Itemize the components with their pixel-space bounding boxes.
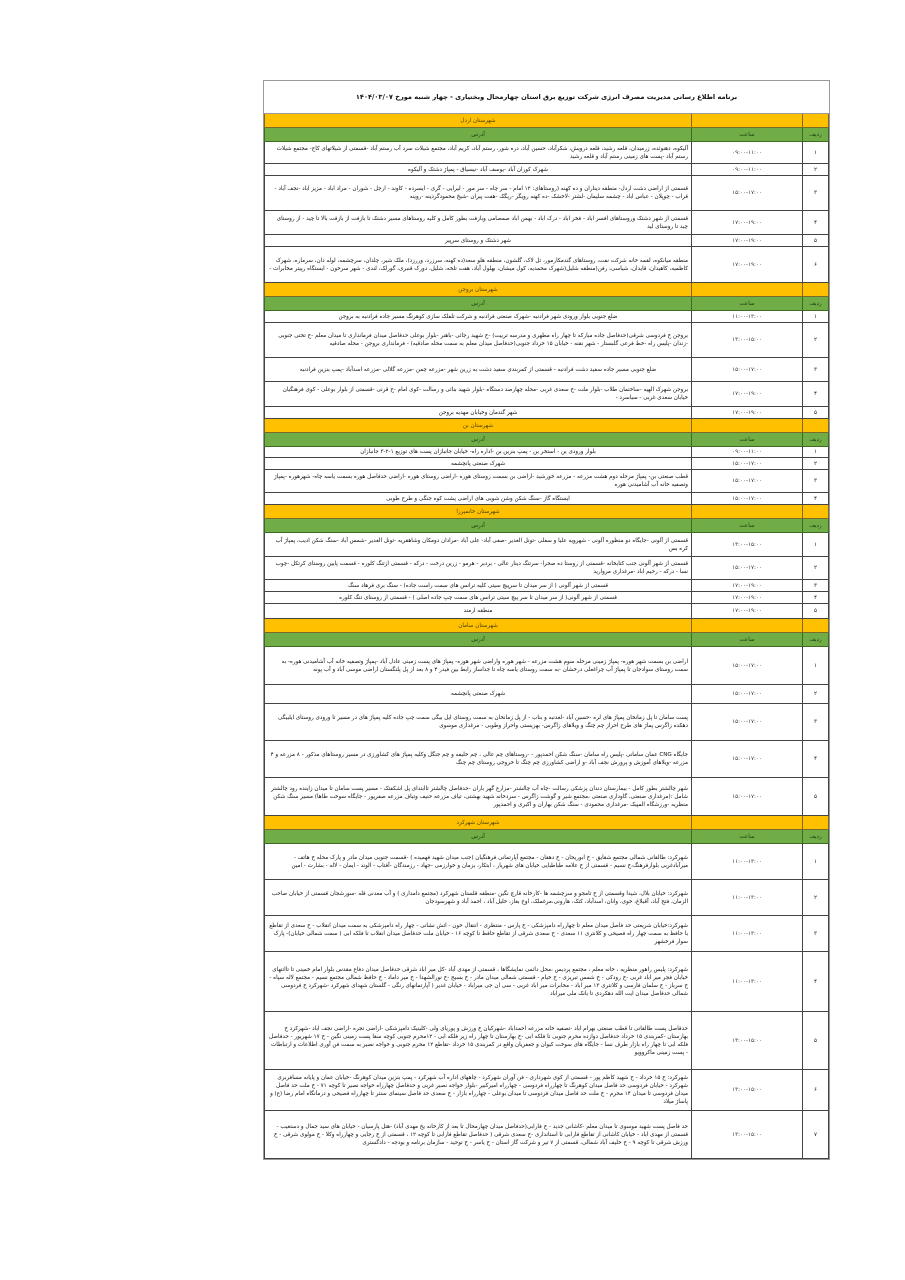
outage-address: بلوار ورودی بن - استخر بن - پمپ بنزین بن -اداره راه- خیابان جانبازان پست های توزیع ۱-۲-۳ جانبازان	[265, 447, 692, 458]
row-number: ۵	[803, 778, 829, 816]
outage-time: ۱۷:۰۰-۱۹:۰۰	[692, 407, 803, 419]
outage-address: ضلع جنوبی بلوار ورودی شهر فرادنبه -شهرک صنعتی فرادنبه و شرکت تلفلک سازی کوهرنگ مسیر جاده فرادنبه به بروجن	[265, 311, 692, 323]
outage-time: ۱۷:۰۰-۱۹:۰۰	[692, 211, 803, 235]
county-header-row	[265, 619, 829, 633]
table-row	[265, 647, 829, 685]
county-time-cell	[692, 505, 803, 519]
outage-address: شهرکرد: خیابان بلال، شیدا وقسمتی از خ تامجو و سرچشمه ها -کارخانه قارچ نگین -منطقه قلستان شهرکرد (مجتمع دامداری ) و آب معدنی قله -سورشجان قسمتی از خیابان صاحب الزمان، فتح آباد، آقبلاغ، خوی، وانان، اسدآباد، کتک، هارونی،مرغملک، اوج بغاز، خلیل آباد ، احمد آباد و شهرسودجان	[265, 880, 692, 916]
table-row	[265, 1012, 829, 1070]
outage-address: قسمتی از شهر آلونی ( از سر میدان تا سرپیچ سیتی کلیه ترانس های سمت راست جاده) - سنگ بری فرهاد سنگ	[265, 580, 692, 592]
column-header-row-number: ردیف	[803, 519, 829, 533]
outage-address: شهر چالشتر بطور کامل - بیمارستان دندان پزشکی رسالت -چاه آب چالشتر -مزارع گهر باران -حدفاصل چالشتر تاابتدای پل اشکفتک - مسیر پست سامان تا میدان زاینده رود چالشتر شامل :(مرغداری صنعتی، گاوداری صنعتی ،مجتمع شیر و گوشت زاگرس - سردخانه شهید بهشتی، تیاف مزرعه حنیف وتیاف مزرعه صفرپور - جایگاه سوخت طاها) مسیر سنگ شکن منظریه -ورزشگاه المپیک -مرغداری محمودی - سنگ شکن بهاران و اکبری و احمدپور	[265, 778, 692, 816]
column-header-row-number: ردیف	[803, 128, 829, 142]
table-row	[265, 1111, 829, 1159]
row-number: ۴	[803, 741, 829, 778]
row-number: ۵	[803, 1012, 829, 1070]
column-header-row-number: ردیف	[803, 830, 829, 844]
column-header-time: ساعت	[692, 433, 803, 447]
row-number: ۱	[803, 844, 829, 880]
column-header-time: ساعت	[692, 519, 803, 533]
outage-address: شهرکرد: طالقانی شمالی مجتمع شقایق - خ ابوریحان - خ دهقان - مجتمع آپارتمانی فرهنگیان (جنب میدان شهید فهمیده ) -قسمت جنوبی میدان مادر و پارک محله خ هاتف - میرآبادغربی بلوارفرهنگ،خ نسیم - قسمتی از خ علامه طباطبایی خیابان های شهریار ، ابتکار، بزمان و خوارزمی -جهاد - رزمندگان -آفتاب - الوند - ایمان - لاله - بشارت - امین	[265, 844, 692, 880]
outage-address: جایگاه CNG عمان سامانی -پلیس راه سامان -سنگ شکن احمدپور - -روستاهای چم عالی ، چم خلیفه و چم جنگل وکلیه پمپاژ های کشاورزی در مسیر روستاهای مذکور - ۸ مزرعه و ۴ مزرعه -ویلاهای آموزش و پرورش نجف آباد -و اراضی کشاورزی چم چنگ تا خروجی روستای چم چنگ	[265, 741, 692, 778]
outage-address: منطقه میانکوه، لقمه خانه شرکت نفت، روستاهای گندمکارمور، تل لاک، گلشون، منطقه هلو سعد(ده کهنه، سرزرد، وررزد)، ملک شیر، چلدان، سرچشمه، لوله دان، سرماره، شهرک کاظمیه، کاهیدان، قایدان، شیاسی، رفن(منطقه شلیل(شهرک محمدیه، کول میشان، بهلول آباد، هفت تلخه، شلیل، دورک قنبری، گورلک، لندی - شهر سرخون - ایستگاه رپیتر مخابرات -	[265, 247, 692, 283]
outage-address: شهر گندمان وخیابان مهدیه بروجن	[265, 407, 692, 419]
column-header-address: آدرس	[265, 633, 692, 647]
county-num-cell	[803, 114, 829, 128]
outage-address: شهرک کوران آباد -یوسف آباد -نیسیاق - پمپاژ دشتک و آلیکوه	[265, 164, 692, 176]
outage-time: ۱۷:۰۰-۱۹:۰۰	[692, 382, 803, 407]
county-header-row	[265, 505, 829, 519]
county-time-cell	[692, 283, 803, 297]
county-header-row	[265, 283, 829, 297]
outage-address: شهرک صنعتی پانچشمه	[265, 685, 692, 704]
row-number: ۴	[803, 493, 829, 505]
row-number: ۱	[803, 533, 829, 557]
row-number: ۲	[803, 458, 829, 470]
county-num-cell	[803, 619, 829, 633]
column-header-address: آدرس	[265, 128, 692, 142]
row-number: ۲	[803, 164, 829, 176]
outage-time: ۱۵:۰۰-۱۷:۰۰	[692, 176, 803, 211]
document-title: برنامه اطلاع رسانی مدیریت مصرف انرژی شرکت توزیع برق استان چهارمحال وبختیاری - چهار شنبه مورخ ۱۴۰۴/۰۳/۰۷	[265, 81, 829, 114]
table-row	[265, 382, 829, 407]
outage-time: ۱۳:۰۰-۱۵:۰۰	[692, 1111, 803, 1159]
county-name: شهرستان خانمیرزا	[265, 505, 692, 519]
schedule-table	[264, 81, 829, 1159]
outage-time: ۰۹:۰۰-۱۱:۰۰	[692, 142, 803, 164]
table-row	[265, 704, 829, 741]
outage-address: ایستگاه گاز -سنگ شکن وشن شویی های اراضی پشت کوه جنگی و طرح طوبی	[265, 493, 692, 505]
outage-time: ۱۳:۰۰-۱۵:۰۰	[692, 533, 803, 557]
outage-address: بروجن خ فردوسی شرقی(حدفاصل جاده مبارکه تا چهار راه مطهری و مدرسه تربیت) -خ شهید رجائی -باهنر -بلوار بوعلی حدفاصل میدان فرمانداری تا میدان معلم -خ تختی جنوبی -زندان -پلیس راه -خط فرعی گلبستار - شهر نقنه - خیابان ۱۵ خرداد جنوبی(حدفاصل میدان معلم به سمت محله صادقیه) - فرمانداری بروجن - محله صادقیه	[265, 323, 692, 358]
row-number: ۴	[803, 382, 829, 407]
table-row	[265, 592, 829, 604]
title-row	[265, 81, 829, 114]
row-number: ۳	[803, 916, 829, 952]
table-row	[265, 580, 829, 592]
outage-time: ۱۳:۰۰-۱۵:۰۰	[692, 1012, 803, 1070]
outage-time: ۱۵:۰۰-۱۷:۰۰	[692, 358, 803, 382]
row-number: ۳	[803, 176, 829, 211]
column-header-row-number: ردیف	[803, 633, 829, 647]
column-header-address: آدرس	[265, 433, 692, 447]
outage-time: ۱۱:۰۰-۱۳:۰۰	[692, 880, 803, 916]
table-row	[265, 311, 829, 323]
outage-address: شهرک صنعتی پانچشمه	[265, 458, 692, 470]
row-number: ۴	[803, 592, 829, 604]
county-name: شهرستان سامان	[265, 619, 692, 633]
county-name: شهرستان بن	[265, 419, 692, 433]
column-header-time: ساعت	[692, 128, 803, 142]
outage-time: ۱۳:۰۰-۱۵:۰۰	[692, 1070, 803, 1111]
row-number: ۱	[803, 142, 829, 164]
table-row	[265, 604, 829, 619]
row-number: ۲	[803, 880, 829, 916]
row-number: ۶	[803, 247, 829, 283]
outage-address: آلیکوه، دهنوئده، زرمیدان، قلعه رشید، قلعه درویش، شکرآباد، حسین آباد، دره شور، رستم آباد، کریم آباد، مجتمع شیلات سرد آب رستم آباد -قسمتی از شیلاتهای کاج- مجتمع شیلات رستم آباد -پست های زمینی رستم آباد و قلعه رشید	[265, 142, 692, 164]
table-row	[265, 685, 829, 704]
outage-time: ۰۹:۰۰-۱۱:۰۰	[692, 164, 803, 176]
row-number: ۷	[803, 1111, 829, 1159]
outage-address: شهرکرد: پلیس راهور منظریه ، خانه معلم ، مجتمع پردیس ،محل دائمی نمایشگاها ، قسمتی از مهدی آباد -کل میر اباد شرقی حدفاصل میدان دفاع مقدس بلوار امام خمینی تا تاانتهای خیابان فجر میر اباد غربی -خ رودکی - خ شمس تبریزی - خ خیام - قسمتی شمالی میدان مادر - خ بسیج -خ نورالشهدا - خ میر داماد - خ حافظ شمالی مجتمع نسیم - مجتمع لاله سپاه - خ سرباز - خ سلمان فارسی و کلانتری ۱۳ میر اباد - مخابرات میر اباد غربی - سی ان جی میراباد - خیابان غدیر ( آپارتمانهای رنگی - گلستان شهدای شهرکرد -شهرکرد خ فردوسی شمالی حدفاصل میدان ایت الله دهکردی تا بانک ملی میراباد	[265, 952, 692, 1012]
table-row	[265, 844, 829, 880]
table-row	[265, 493, 829, 505]
column-header-row-number: ردیف	[803, 297, 829, 311]
table-row	[265, 447, 829, 458]
county-num-cell	[803, 816, 829, 830]
outage-schedule-sheet	[263, 80, 830, 1160]
outage-time: ۱۵:۰۰-۱۷:۰۰	[692, 741, 803, 778]
outage-address: بروجن شهرک الهیه -ساختمان طلاب -بلوار ملت -خ سعدی غربی -محله چهارصد دستگاه -بلوار شهید بنائی و رسالت -کوی امام -خ قرنی -قسمتی از بلوار بوعلی - کوی فرهنگیان خیابان سعدی غربی - سیاسرد -	[265, 382, 692, 407]
outage-address: قسمتی از شهر آلونی( از سر میدان تا سر پیچ سیتی ترانس های سمت چپ جاده اصلی ) - قسمتی از روستای تنگ کلوره	[265, 592, 692, 604]
outage-time: ۱۵:۰۰-۱۷:۰۰	[692, 458, 803, 470]
outage-address: منطقه ارمند	[265, 604, 692, 619]
column-header-row	[265, 519, 829, 533]
outage-time: ۱۳:۰۰-۱۵:۰۰	[692, 323, 803, 358]
column-header-time: ساعت	[692, 830, 803, 844]
outage-address: پست سامان تا پل زمانخان پمپاژ های لره -حسین آباد -لغدنبه و بناب - از پل زمانخان به سمت روستای ایل بیگی سمت چپ جاده کلیه پمپاژ های در مسیر تا ورودی روستای ایلبیگی دهکده زاگرس پماژ های طرح احراز چم چنگ و ویلاهای زاگرس- بهزیستی واحراز وطوبی - مرغداری موسوی	[265, 704, 692, 741]
outage-time: ۱۷:۰۰-۱۹:۰۰	[692, 604, 803, 619]
outage-address: اراضی بن بسمت شهر هوره- پمپاژ زمینی مرحله سوم هشت مزرعه - شهر هوره واراضی شهر هوره- پمپاژ های پست زمینی عادل آباد -پمپاژ وتصفیه خانه آب آشامیدنی هوره- به سمت روستای سوادجان تا پمپاژ آب چراغعلی درخشان -به سمت روستای یاسه چاه تا جداساز رابط بین فیدر ۴ و ۸ بعد از پل پلنگستان اراضی موسی آباد و آب پونه	[265, 647, 692, 685]
county-header-row	[265, 114, 829, 128]
table-row	[265, 533, 829, 557]
outage-time: ۱۱:۰۰-۱۳:۰۰	[692, 311, 803, 323]
outage-address: قسمتی از شهر دشتک وروستاهای افسر اباد - فخر اباد - درک اباد - بهمن اباد صمصامی وبازفت بطور کامل و کلیه روستاهای مسیر دشتک تا بازفت از بازفت بالا تا چید - از روستای چید تا روستای لید	[265, 211, 692, 235]
table-row	[265, 358, 829, 382]
outage-time: ۱۵:۰۰-۱۷:۰۰	[692, 557, 803, 580]
outage-time: ۱۵:۰۰-۱۷:۰۰	[692, 470, 803, 493]
row-number: ۳	[803, 704, 829, 741]
table-row	[265, 880, 829, 916]
outage-time: ۱۱:۰۰-۱۳:۰۰	[692, 952, 803, 1012]
row-number: ۳	[803, 470, 829, 493]
outage-address: قسمتی از اراضی دشت اردل- منطقه دیناران و ده کهنه (روستاهای: ۱۲ امام - سر چاه - سر مور - لیرایی - گری - ایسرده - کاوند - ارجل - شوران - مراد اباد - مزیز اباد -نجف آباد - قراب - چوپلان - عباس اباد - چشمه سلیمان -لشتر -لاخشک -ده کهنه رویگر -ریگک -هفت پیران -شیخ محمودگردینه -روینه	[265, 176, 692, 211]
county-num-cell	[803, 505, 829, 519]
county-time-cell	[692, 419, 803, 433]
county-time-cell	[692, 114, 803, 128]
table-row	[265, 470, 829, 493]
outage-time: ۱۷:۰۰-۱۹:۰۰	[692, 247, 803, 283]
table-row	[265, 916, 829, 952]
outage-address: قسمتی از شهر آلونی جنب کتابخانه -قسمتی از روستا ده صحرا- سرتنگ دینار عالی - بردبر - هرمو - زرین درخت - درکه - قسمتی ازتنگ کلوره - قسمت پایین روستای کرتکل -چوب نسا - درکه - رحیم اباد -مرغداری مروارید	[265, 557, 692, 580]
county-name: شهرستان بروجن	[265, 283, 692, 297]
table-row	[265, 211, 829, 235]
outage-time: ۱۷:۰۰-۱۹:۰۰	[692, 235, 803, 247]
column-header-row	[265, 433, 829, 447]
table-row	[265, 407, 829, 419]
outage-address: حد فاصل پست شهید موسوی تا میدان معلم -کاشانی جدید - خ فارابی(حدفاصل میدان چهارمحال تا بعد از کارخانه یخ مهدی آباد) -هتل پارسیان - خیابان های سید جمال و دستغیب - قسمتی از مهدی اباد - خیابان کاشانی از تقاطع فارابی تا استانداری -خ سعدی شرقی ( حدفاصل تقاطع فارابی تا کوچه ۱۲ ، قسمتی از خ رجایی و چهارراه وکلا - خ مولوی شرقی - خ ورزش شرقی تا کوچه ۹ - خ خلیف آباد شمالی، قسمتی از ۷ تیر و شرکت گاز استان - خ یاسر - خ توحید - سازمان برنامه و بودجه - دادگستری	[265, 1111, 692, 1159]
table-row	[265, 164, 829, 176]
outage-time: ۱۷:۰۰-۱۹:۰۰	[692, 580, 803, 592]
column-header-time: ساعت	[692, 297, 803, 311]
county-num-cell	[803, 419, 829, 433]
row-number: ۱	[803, 447, 829, 458]
outage-time: ۱۵:۰۰-۱۷:۰۰	[692, 704, 803, 741]
row-number: ۳	[803, 358, 829, 382]
column-header-address: آدرس	[265, 830, 692, 844]
outage-time: ۱۷:۰۰-۱۹:۰۰	[692, 592, 803, 604]
row-number: ۶	[803, 1070, 829, 1111]
county-time-cell	[692, 619, 803, 633]
table-row	[265, 176, 829, 211]
column-header-address: آدرس	[265, 519, 692, 533]
row-number: ۴	[803, 211, 829, 235]
table-row	[265, 1070, 829, 1111]
outage-address: شهرکرد: خ ۱۵ خرداد - خ شهید کاظم پور - قسمتی از کوی شهرداری - فن آوران شهرکرد - چاههای اداره آب شهرکرد - پمپ بنزین میدان کوهرنگ -خیابان عمان و پایانه مسافربری شهرکرد - خیابان فردوسی حد فاصل میدان کوهرنگ تا چهارراه فردوسی - چهارراه امیرکبیر -بلوار خواجه نصیر غربی و حدفاصل چهارراه خواجه نصیر تا کوچه ۷۱ - خ ملت حد فاصل میدان فردوسی تا میدان ۱۴ محرم - خ ملت حد فاصل میدان فردوسی تا میدان بوعلی - چهارراه بازار - خ سعدی حد فاصل سینمای سنتر تا چهارراه فصیحی و درمانگاه امام رضا (ع) و پاساژ میلاد	[265, 1070, 692, 1111]
row-number: ۳	[803, 580, 829, 592]
table-row	[265, 778, 829, 816]
county-name: شهرستان شهرکرد	[265, 816, 692, 830]
row-number: ۵	[803, 235, 829, 247]
county-num-cell	[803, 283, 829, 297]
outage-time: ۱۱:۰۰-۱۳:۰۰	[692, 916, 803, 952]
column-header-row	[265, 297, 829, 311]
table-row	[265, 458, 829, 470]
outage-address: حدفاصل پست طالقانی تا قطب صنعتی بهرام اباد -تصفیه خانه مزرعه احمداباد -شهرکیان خ ورزش و پوریای ولی -کلینیک دامپزشکی -اراضی تجره -اراضی نجف اباد -شهرکرد خ بهارستان -کمربندی ۱۵ خرداد حدفاصل دوازده محرم جنوبی تا فلکه ابی -خ بهارستان تا چهار راه زیر فلکه ابی - ۱۲محرم جنوبی کوچه سقا پست زمینی نگین - خ ۱۷ شهریور - حدفاصل فلکه ابی تا چهار راه بازار طرف نسا - جایگاه های سوخت کیوان و جعفریان واقع در کمربندی ۱۵ خرداد -تقاطع ۱۲ محرم جنوبی و خواجه نصیر به سمت فن آوری اطلاعات و ارتباطات - پست زمینی ماکروویو	[265, 1012, 692, 1070]
row-number: ۲	[803, 323, 829, 358]
table-row	[265, 142, 829, 164]
table-row	[265, 952, 829, 1012]
table-row	[265, 741, 829, 778]
county-header-row	[265, 419, 829, 433]
county-header-row	[265, 816, 829, 830]
outage-time: ۱۵:۰۰-۱۷:۰۰	[692, 778, 803, 816]
outage-time: ۱۵:۰۰-۱۷:۰۰	[692, 493, 803, 505]
outage-time: ۱۵:۰۰-۱۷:۰۰	[692, 647, 803, 685]
table-row	[265, 247, 829, 283]
row-number: ۴	[803, 952, 829, 1012]
outage-time: ۰۹:۰۰-۱۱:۰۰	[692, 447, 803, 458]
column-header-address: آدرس	[265, 297, 692, 311]
county-name: شهرستان اردل	[265, 114, 692, 128]
table-row	[265, 323, 829, 358]
county-time-cell	[692, 816, 803, 830]
outage-address: شهر دشتک و روستای سرپیر	[265, 235, 692, 247]
column-header-time: ساعت	[692, 633, 803, 647]
row-number: ۲	[803, 557, 829, 580]
row-number: ۵	[803, 407, 829, 419]
outage-address: قسمتی از آلونی -جایگاه دو منظوره آلونی - شهرویه علیا و سفلی -تونل الغدیر -صفی آباد- علی آباد -مرادان دومکان وشاهقریه -تونل الغدیر -شمس آباد -سنگ شکن ادیب، پمپاژ آب کره بس	[265, 533, 692, 557]
column-header-row	[265, 128, 829, 142]
column-header-row	[265, 830, 829, 844]
row-number: ۱	[803, 311, 829, 323]
outage-address: قطب صنعتی بن- پمپاژ مرحله دوم هشت مزرعه - مزرعه خورشید -اراضی بن بسمت روستای هوره -اراضی روستای هوره -اراضی حدفاصل هوره بسمت یاسه چاه- شهرهوره -پمپاژ وتصفیه خانه آب آشامیدنی هوره	[265, 470, 692, 493]
outage-time: ۱۱:۰۰-۱۳:۰۰	[692, 844, 803, 880]
row-number: ۱	[803, 647, 829, 685]
outage-address: شهرکرد:خیابان شریعتی حد فاصل میدان معلم تا چهارراه دامپزشکی - خ پارس - منتظری - انتقال خون - اتش نشانی - چهار راه دامپزشکی به سمت میدان انقلاب - خ سعدی از تقاطع با حافظ به سمت چهار راه فصیحی و کلانتری ۱۱ سعدی - خ سعدی شرقی از تقاطع حافظ تا کوچه ۱۶ - خیابان ملت حدفاصل میدان انقلاب تا فلکه ابی ( سمت شمالی خیابان)- پارک سوار فرخشهر	[265, 916, 692, 952]
column-header-row	[265, 633, 829, 647]
row-number: ۲	[803, 685, 829, 704]
outage-address: ضلع جنوبی مسیر جاده سفید دشت فرادنبه - قسمتی از کمربندی سفید دشت به زرین شهر -مزرعه چمن -مزرعه گلالی -مزرعه اسدآباد -پمپ بنزین فرادنبه	[265, 358, 692, 382]
outage-time: ۱۵:۰۰-۱۷:۰۰	[692, 685, 803, 704]
table-row	[265, 557, 829, 580]
column-header-row-number: ردیف	[803, 433, 829, 447]
table-row	[265, 235, 829, 247]
row-number: ۵	[803, 604, 829, 619]
